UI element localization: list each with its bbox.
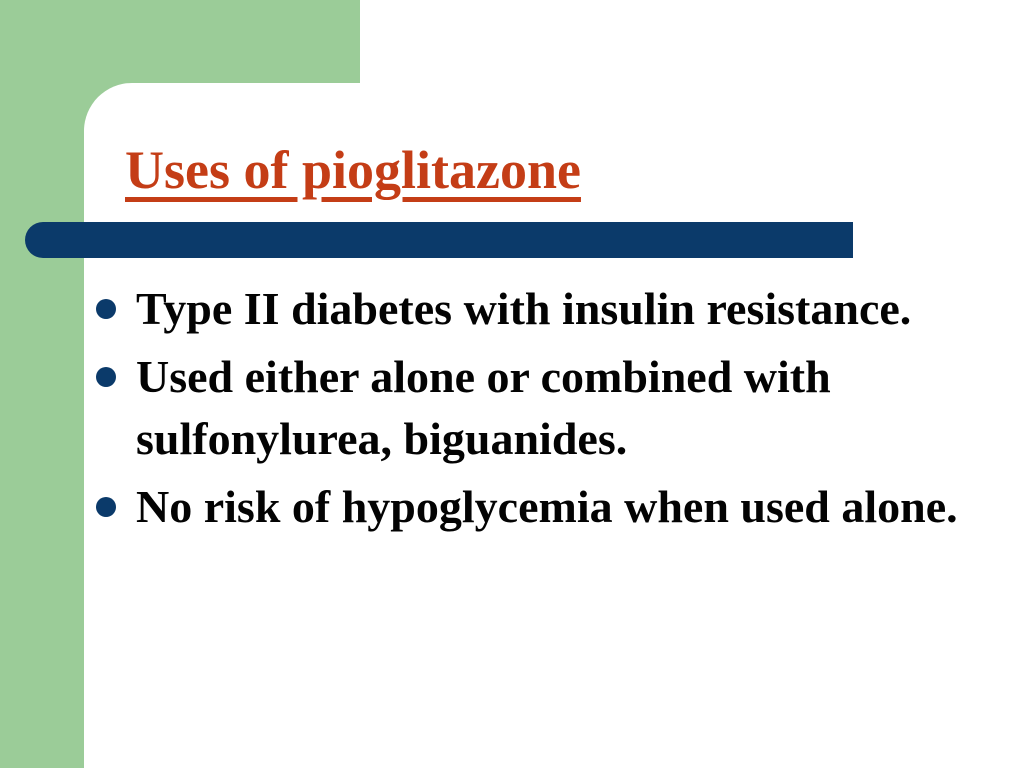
bullet-line: No risk of hypoglycemia when used alone. (136, 481, 958, 532)
bullet-dot-icon (96, 497, 116, 517)
bullet-item (96, 476, 1001, 538)
bullet-dot-icon (96, 367, 116, 387)
navy-divider-bar (25, 222, 853, 258)
bullet-text (136, 278, 1001, 340)
bullet-line: sulfonylurea, biguanides. (136, 413, 628, 464)
bullet-item (96, 346, 1001, 470)
bullet-dot-icon (96, 299, 116, 319)
bullet-text (136, 346, 1001, 470)
green-sidebar-shape (0, 0, 84, 768)
green-top-shape (0, 0, 360, 83)
bullet-line: Type II diabetes with insulin resistance. (136, 283, 912, 334)
bullet-line: Used either alone or combined with (136, 351, 831, 402)
bullet-text (136, 476, 1001, 538)
slide-title: Uses of pioglitazone (125, 140, 581, 200)
bullet-item (96, 278, 1001, 340)
bullet-list (96, 278, 1001, 544)
